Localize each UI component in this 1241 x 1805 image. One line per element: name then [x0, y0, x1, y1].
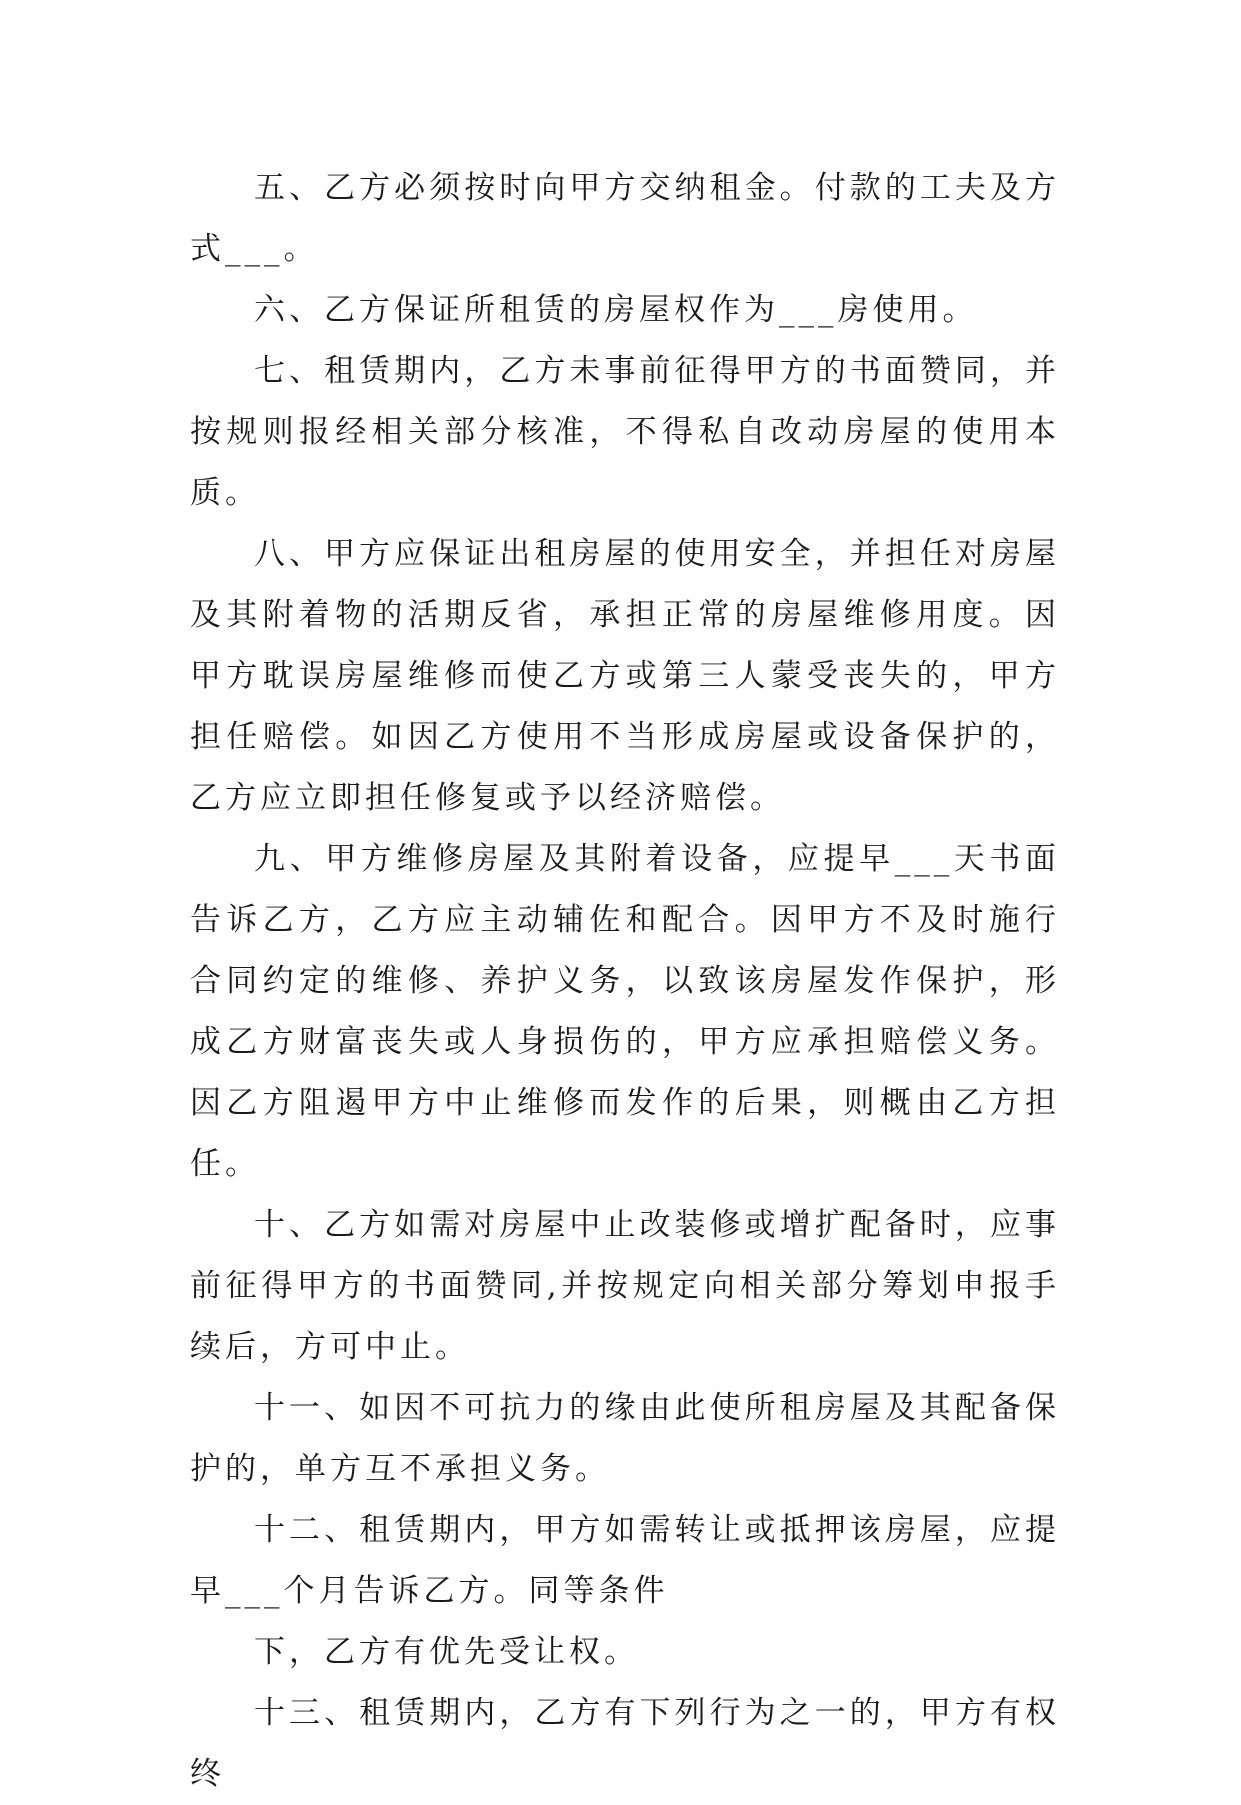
- clause-11: 十一、如因不可抗力的缘由此使所租房屋及其配备保护的，单方互不承担义务。: [190, 1390, 1060, 1487]
- clause-12-continued: 下，乙方有优先受让权。: [254, 1634, 639, 1670]
- clause-10: 十、乙方如需对房屋中止改装修或增扩配备时，应事前征得甲方的书面赞同,并按规定向相关部分筹划申报手续后，方可中止。: [190, 1207, 1060, 1365]
- clause-12: 十二、租赁期内，甲方如需转让或抵押该房屋，应提早___个月告诉乙方。同等条件: [190, 1512, 1060, 1609]
- clause-13: 十三、租赁期内，乙方有下列行为之一的，甲方有权终: [190, 1695, 1060, 1792]
- clause-8: 八、甲方应保证出租房屋的使用安全，并担任对房屋及其附着物的活期反省，承担正常的房屋维修用度。因甲方耽误房屋维修而使乙方或第三人蒙受丧失的，甲方担任赔偿。如因乙方使用不当形成房屋或设备保护的，乙方应立即担任修复或予以经济赔偿。: [190, 536, 1060, 816]
- clause-5: 五、乙方必须按时向甲方交纳租金。付款的工夫及方式___。: [190, 170, 1060, 267]
- clause-6: 六、乙方保证所租赁的房屋权作为___房使用。: [254, 292, 978, 328]
- clause-7: 七、租赁期内，乙方未事前征得甲方的书面赞同，并按规则报经相关部分核准，不得私自改动房屋的使用本质。: [190, 353, 1060, 511]
- contract-body: [190, 158, 1060, 1805]
- clause-9: 九、甲方维修房屋及其附着设备，应提早___天书面告诉乙方，乙方应主动辅佐和配合。因甲方不及时施行合同约定的维修、养护义务，以致该房屋发作保护，形成乙方财富丧失或人身损伤的，甲方应承担赔偿义务。因乙方阻遏甲方中止维修而发作的后果，则概由乙方担任。: [190, 841, 1060, 1182]
